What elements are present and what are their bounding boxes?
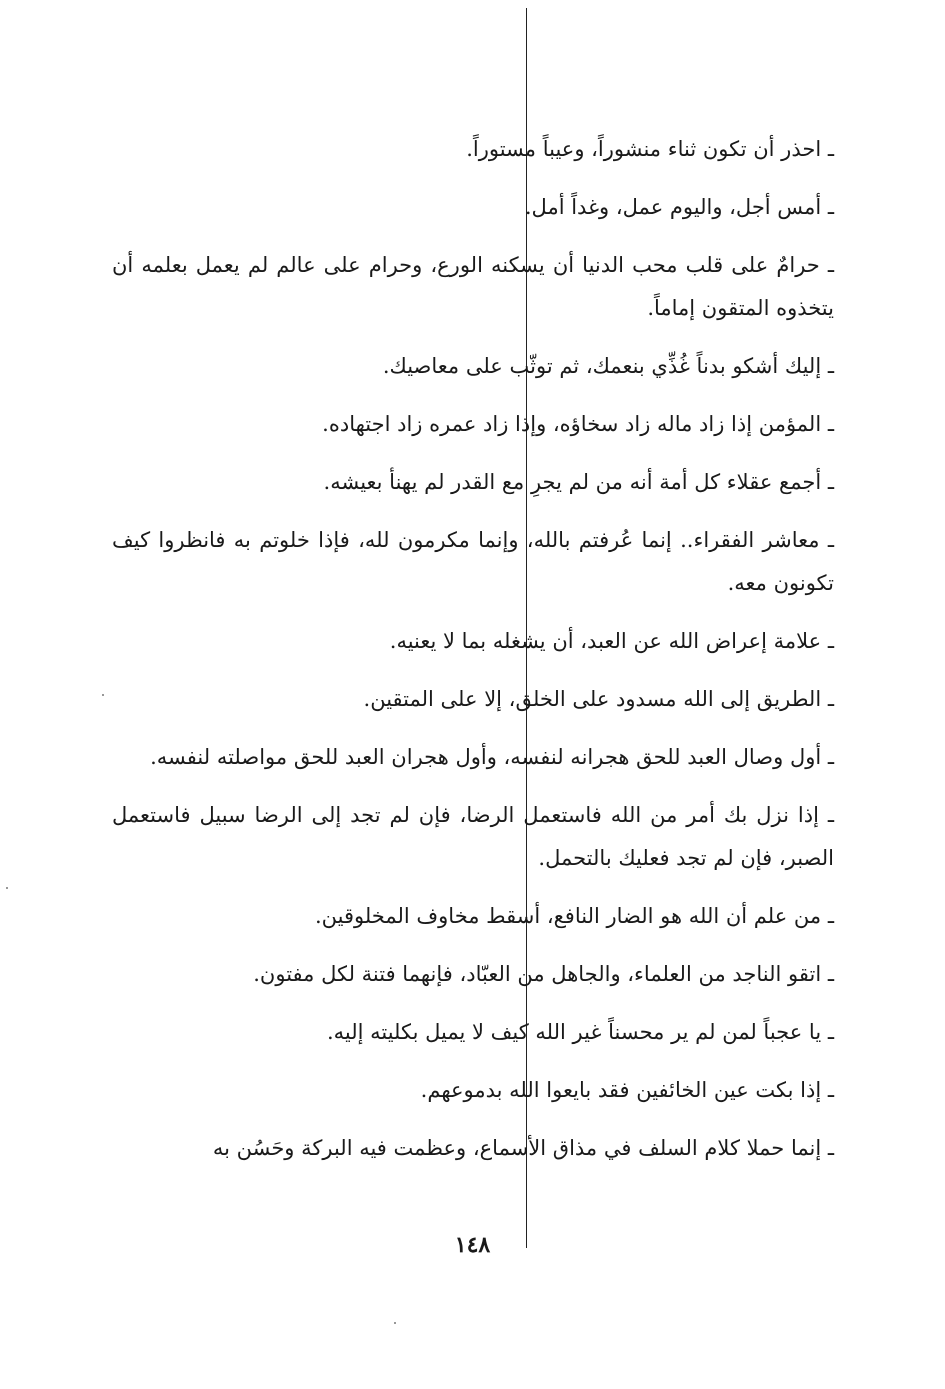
saying-1: ـ احذر أن تكون ثناء منشوراً، وعيباً مستوراً. (466, 137, 834, 161)
saying-5: ـ المؤمن إذا زاد ماله زاد سخاؤه، وإذا زاد عمره زاد اجتهاده. (322, 412, 834, 436)
scan-speck (394, 1322, 396, 1324)
saying-4: ـ إليك أشكو بدناً غُذِّي بنعمك، ثم توثّب على معاصيك. (382, 354, 834, 378)
sayings-list (112, 128, 834, 1185)
page-number: ١٤٨ (454, 1232, 491, 1258)
saying-14: ـ يا عجباً لمن لم ير محسناً غير الله كيف لا يميل بكليته إليه. (326, 1020, 834, 1044)
saying-16: ـ إنما حملا كلام السلف في مذاق الأسماع، وعظمت فيه البركة وحَسُن به (212, 1136, 834, 1160)
saying-9: ـ الطريق إلى الله مسدود على الخلق، إلا على المتقين. (363, 687, 834, 711)
saying-2: ـ أمس أجل، واليوم عمل، وغداً أمل. (524, 195, 834, 219)
scan-speck (6, 887, 8, 889)
saying-13: ـ اتقو الناجد من العلماء، والجاهل من العبّاد، فإنهما فتنة لكل مفتون. (253, 962, 834, 986)
saying-15: ـ إذا بكت عين الخائفين فقد بايعوا الله بدموعهم. (420, 1078, 834, 1102)
scan-speck (102, 694, 104, 696)
saying-11: ـ إذا نزل بك أمر من الله فاستعمل الرضا، فإن لم تجد إلى الرضا سبيل فاستعمل الصبر، فإن لم تجد فعليك بالتحمل. (112, 803, 834, 870)
saying-6: ـ أجمع عقلاء كل أمة أنه من لم يجرِ مع القدر لم يهنأ بعيشه. (323, 470, 834, 494)
saying-10: ـ أول وصال العبد للحق هجرانه لنفسه، وأول هجران العبد للحق مواصلته لنفسه. (150, 745, 834, 769)
saying-7: ـ معاشر الفقراء.. إنما عُرفتم بالله، وإنما مكرمون لله، فإذا خلوتم به فانظروا كيف تكونون معه. (112, 528, 834, 595)
saying-12: ـ من علم أن الله هو الضار النافع، أسقط مخاوف المخلوقين. (314, 904, 834, 928)
saying-8: ـ علامة إعراض الله عن العبد، أن يشغله بما لا يعنيه. (389, 629, 834, 653)
saying-3: ـ حرامٌ على قلب محب الدنيا أن يسكنه الورع، وحرام على عالم لم يعمل بعلمه أن يتخذوه المتقون إماماً. (112, 253, 834, 320)
